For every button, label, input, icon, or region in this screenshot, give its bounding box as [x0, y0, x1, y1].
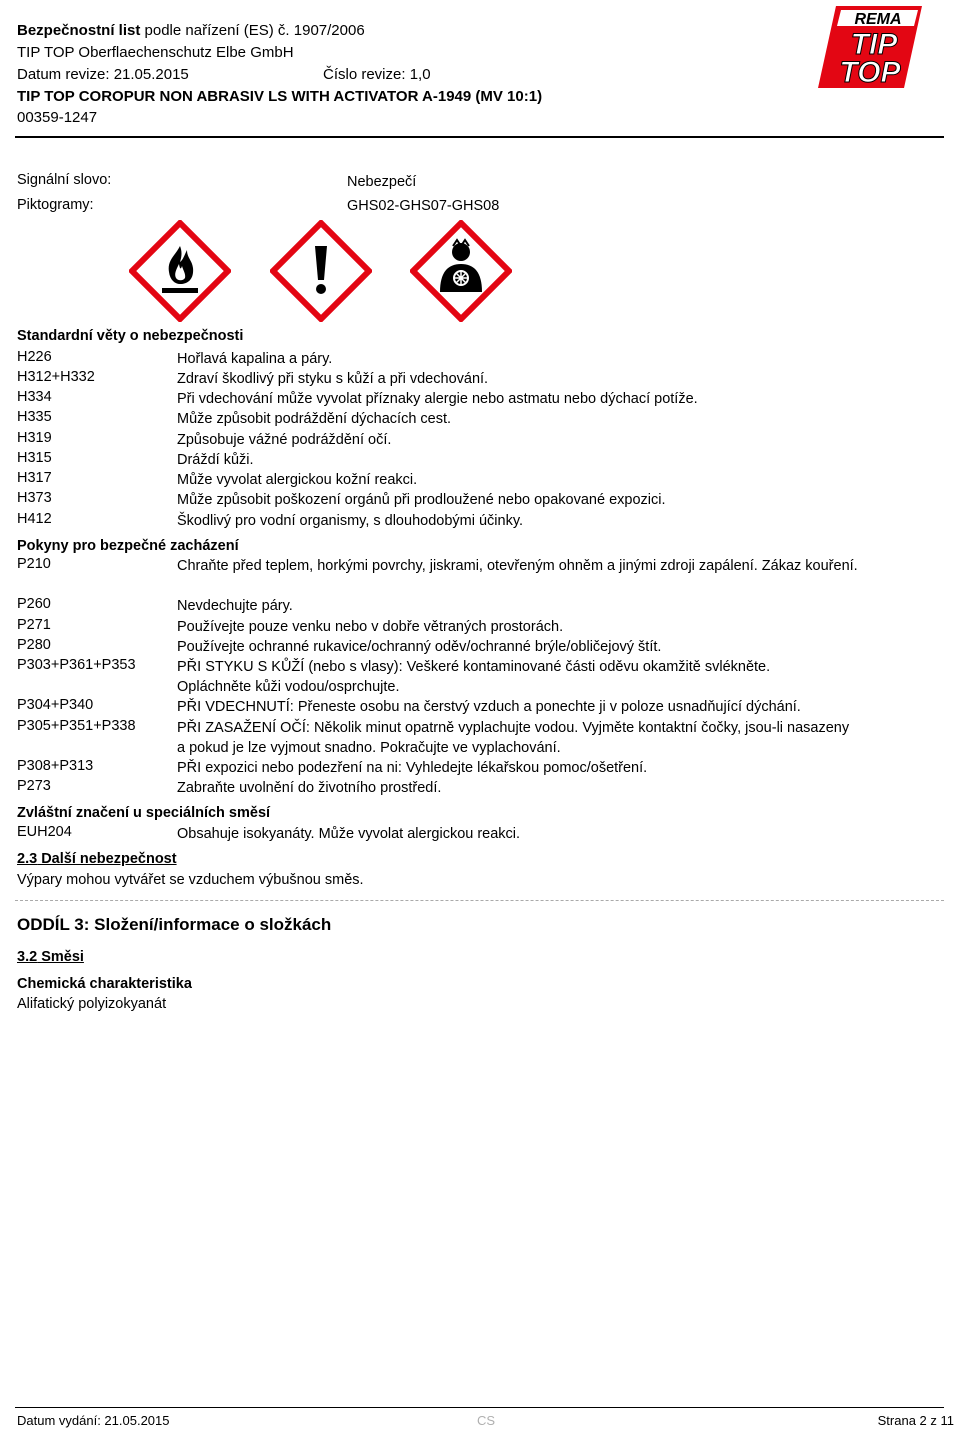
revision-date: Datum revize: 21.05.2015: [17, 66, 189, 83]
mixtures-title: Směsi: [37, 949, 84, 965]
euh-code: EUH204: [17, 824, 72, 840]
section3-title: ODDÍL 3: Složení/informace o složkách: [17, 915, 332, 934]
precaution-code: P305+P351+P338: [17, 718, 136, 734]
document-type: Bezpečnostní list: [17, 22, 141, 39]
pictograms-label: Piktogramy:: [17, 197, 94, 213]
other-hazards-number: 2.3: [17, 851, 38, 867]
precaution-text: Chraňte před teplem, horkými povrchy, jiskrami, otevřeným ohněm a jinými zdroji zapálení. Zákaz kouření.: [177, 558, 858, 574]
hazard-text: Hořlavá kapalina a páry.: [177, 351, 333, 367]
header-divider: [15, 136, 944, 138]
signal-word-label: Signální slovo:: [17, 172, 112, 188]
rema-tip-top-logo: [814, 4, 926, 90]
hazard-text: Způsobuje vážné podráždění očí.: [177, 432, 392, 448]
footer-divider: [15, 1407, 944, 1408]
chemical-characterisation-text: Alifatický polyizokyanát: [17, 996, 167, 1012]
hazard-code: H335: [17, 409, 52, 425]
precaution-code: P304+P340: [17, 697, 94, 713]
hazard-code: H373: [17, 490, 52, 506]
revision-number: Číslo revize: 1,0: [323, 66, 431, 83]
logo-rema-text: REMA: [854, 11, 902, 28]
hazard-text: Zdraví škodlivý při styku s kůží a při vdechování.: [177, 371, 489, 387]
precaution-code: P271: [17, 617, 51, 633]
hazard-code: H319: [17, 430, 52, 446]
precaution-code: P308+P313: [17, 758, 94, 774]
hazard-code: H312+H332: [17, 369, 95, 385]
hazard-code: H315: [17, 450, 52, 466]
company-name: TIP TOP Oberflaechenschutz Elbe GmbH: [17, 44, 294, 61]
header-title-line: [17, 22, 365, 40]
precaution-text: PŘI ZASAŽENÍ OČÍ: Několik minut opatrně vyplachujte vodou. Vyjměte kontaktní čočky, jsou-li nasazeny a pokud je lze vyjmout snadno. Pokračujte ve vyplachování.: [177, 720, 850, 756]
exclamation-icon: [270, 220, 372, 322]
special-labelling-title: Zvláštní značení u speciálních směsí: [17, 805, 271, 821]
precaution-code: P273: [17, 778, 51, 794]
precaution-code: P260: [17, 596, 51, 612]
precaution-text: PŘI STYKU S KŮŽÍ (nebo s vlasy): Veškeré kontaminované části oděvu okamžitě svlékněte. Opláchněte kůži vodou/osprchujte.: [177, 659, 771, 695]
health-hazard-icon: [410, 220, 512, 322]
hazard-text: Může způsobit poškození orgánů při prodloužené nebo opakované expozici.: [177, 492, 666, 508]
mixtures-heading: [17, 949, 84, 965]
hazard-code: H317: [17, 470, 52, 486]
precaution-code: P210: [17, 556, 51, 572]
other-hazards-heading: [17, 851, 177, 867]
hazard-text: Může vyvolat alergickou kožní reakci.: [177, 472, 418, 488]
hazard-text: Škodlivý pro vodní organismy, s dlouhodobými účinky.: [177, 513, 524, 529]
flame-icon: [129, 220, 231, 322]
language-code: CS: [477, 1413, 496, 1428]
mixtures-number: 3.2: [17, 949, 38, 965]
product-number: 00359-1247: [17, 109, 98, 126]
hazard-text: Dráždí kůži.: [177, 452, 254, 468]
precaution-text: PŘI VDECHNUTÍ: Přeneste osobu na čerstvý vzduch a ponechte ji v poloze usnadňující dýchání.: [177, 699, 801, 715]
precaution-code: P280: [17, 637, 51, 653]
precaution-text: Nevdechujte páry.: [177, 598, 293, 614]
regulation-ref: podle nařízení (ES) č. 1907/2006: [140, 22, 365, 39]
pictograms-value: GHS02-GHS07-GHS08: [347, 198, 500, 214]
other-hazards-title: Další nebezpečnost: [37, 851, 177, 867]
product-name: TIP TOP COROPUR NON ABRASIV LS WITH ACTIVATOR A-1949 (MV 10:1): [17, 88, 543, 105]
hazard-text: Při vdechování může vyvolat příznaky alergie nebo astmatu nebo dýchací potíže.: [177, 391, 698, 407]
hazard-code: H334: [17, 389, 52, 405]
hazard-code: H226: [17, 349, 52, 365]
signal-word-value: Nebezpečí: [347, 174, 417, 190]
precaution-text: Používejte pouze venku nebo v dobře větraných prostorách.: [177, 619, 564, 635]
logo-top-text: TOP: [839, 56, 901, 89]
precaution-code: P303+P361+P353: [17, 657, 136, 673]
page-number: Strana 2 z 11: [877, 1413, 954, 1428]
precaution-text: PŘI expozici nebo podezření na ni: Vyhledejte lékařskou pomoc/ošetření.: [177, 760, 648, 776]
precaution-text: Používejte ochranné rukavice/ochranný oděv/ochranné brýle/obličejový štít.: [177, 639, 662, 655]
other-hazards-text: Výpary mohou vytvářet se vzduchem výbušnou směs.: [17, 872, 364, 888]
issue-date: Datum vydání: 21.05.2015: [17, 1413, 170, 1428]
chemical-characterisation-title: Chemická charakteristika: [17, 976, 192, 992]
precautionary-statements-title: Pokyny pro bezpečné zacházení: [17, 538, 239, 554]
hazard-statements-title: Standardní věty o nebezpečnosti: [17, 328, 244, 344]
hazard-code: H412: [17, 511, 52, 527]
euh-text: Obsahuje isokyanáty. Může vyvolat alergickou reakci.: [177, 826, 521, 842]
hazard-text: Může způsobit podráždění dýchacích cest.: [177, 411, 452, 427]
precaution-text: Zabraňte uvolnění do životního prostředí.: [177, 780, 442, 796]
logo-tip-text: TIP: [850, 28, 898, 61]
section-divider: [15, 900, 944, 901]
